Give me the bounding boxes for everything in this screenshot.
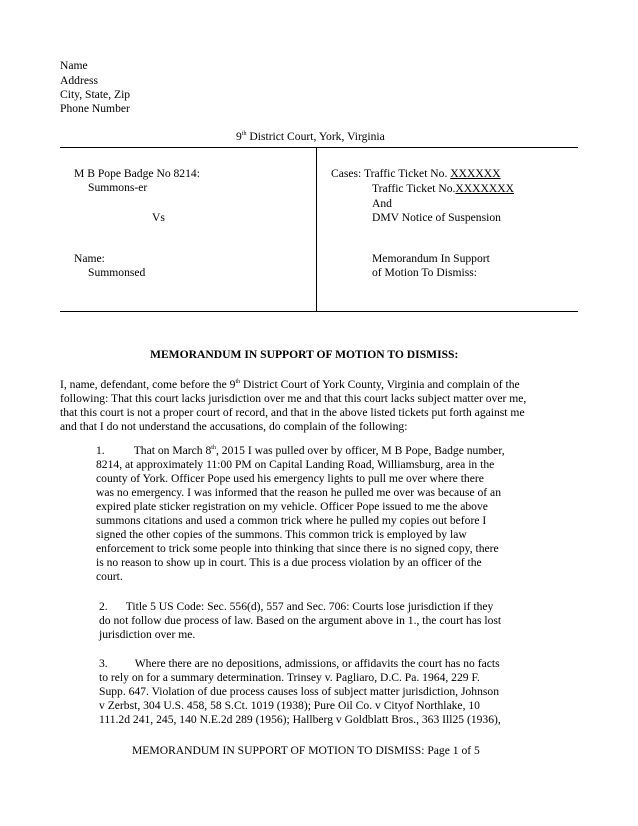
item-1-line: 8214, at approximately 11:00 PM on Capital Landing Road, Williamsburg, area in the: [96, 458, 495, 471]
item-1-line: is no reason to show up in court. This is a due process violation by an officer of the: [96, 556, 482, 569]
item-2-line: jurisdiction over me.: [99, 628, 196, 641]
cases-ticket-1: Cases: Traffic Ticket No. XXXXXX: [331, 167, 501, 180]
caption-bottom-rule: [60, 311, 578, 312]
item-2-line: do not follow due process of law. Based on the argument above in 1., the court has lost: [99, 614, 502, 627]
page-footer: MEMORANDUM IN SUPPORT OF MOTION TO DISMISS: Page 1 of 5: [132, 744, 480, 757]
item-2-number: 2.: [99, 600, 108, 613]
sender-name: Name: [60, 59, 88, 72]
versus: Vs: [152, 211, 165, 224]
item-1-line: signed the other copies of the summons. This common trick is employed by law: [96, 528, 467, 541]
memo-caption-1: Memorandum In Support: [372, 252, 490, 265]
item-3-line: to rely on for a summary determination. Trinsey v. Pagliaro, D.C. Pa. 1964, 229 F.: [99, 671, 480, 684]
item-2: [99, 600, 501, 642]
item-3-line: 3. Where there are no depositions, admissions, or affidavits the court has no facts: [99, 657, 500, 670]
item-3-line: v Zerbst, 304 U.S. 458, 58 S.Ct. 1019 (1938); Pure Oil Co. v Cityof Northlake, 10: [99, 699, 480, 712]
item-1-line: summons citations and used a common trick where he pulled my copies out before I: [96, 514, 487, 527]
intro-paragraph: [60, 378, 526, 434]
defendant-name-label: Name:: [74, 252, 105, 265]
cases-dmv-notice: DMV Notice of Suspension: [372, 211, 501, 224]
court-name: 9th District Court, York, Virginia: [236, 130, 385, 143]
item-1-line: 1. That on March 8th, 2015 I was pulled over by officer, M B Pope, Badge number,: [96, 444, 505, 457]
intro-line: that this court is not a proper court of record, and that in the above listed tickets put forth against me: [60, 406, 525, 419]
intro-line: following: That this court lacks jurisdiction over me and that this court lacks subject matter over me,: [60, 392, 527, 405]
cases-and: And: [372, 197, 392, 210]
item-1-line: county of York. Officer Pope used his emergency lights to pull me over where there: [96, 472, 484, 485]
intro-line: and that I do not understand the accusations, do complain of the following:: [60, 420, 408, 433]
item-1-line: enforcement to trick some people into thinking that since there is no signed copy, there: [96, 542, 499, 555]
item-1-number: 1.: [96, 444, 105, 457]
item-3-line: 111.2d 241, 245, 140 N.E.2d 289 (1956); Hallberg v Goldblatt Bros., 363 Ill25 (1936),: [99, 713, 501, 726]
item-3: [99, 657, 501, 727]
officer-name: M B Pope Badge No 8214:: [74, 167, 200, 180]
memo-caption-2: of Motion To Dismiss:: [372, 266, 477, 279]
caption-top-rule: [60, 147, 578, 148]
item-1-line: court.: [96, 570, 123, 583]
sender-address: Address: [60, 74, 98, 87]
sender-phone: Phone Number: [60, 102, 130, 115]
intro-line: I, name, defendant, come before the 9th District Court of York County, Virginia and complain of the: [60, 378, 520, 391]
item-1: [96, 444, 505, 584]
memo-title: MEMORANDUM IN SUPPORT OF MOTION TO DISMISS:: [150, 348, 459, 361]
item-1-line: was no emergency. I was informed that the reason he pulled me over was because of an: [96, 486, 501, 499]
item-3-line: Supp. 647. Violation of due process causes loss of subject matter jurisdiction, Johnson: [99, 685, 499, 698]
officer-role: Summons-er: [88, 181, 148, 194]
caption-divider: [316, 147, 317, 311]
cases-ticket-2: Traffic Ticket No.XXXXXXX: [372, 182, 515, 195]
item-1-line: expired plate sticker registration on my vehicle. Officer Pope issued to me the above: [96, 500, 488, 513]
item-3-number: 3.: [99, 657, 108, 670]
item-2-line: 2. Title 5 US Code: Sec. 556(d), 557 and Sec. 706: Courts lose jurisdiction if they: [99, 600, 494, 613]
defendant-role: Summonsed: [88, 266, 146, 279]
sender-city-state-zip: City, State, Zip: [60, 88, 131, 101]
